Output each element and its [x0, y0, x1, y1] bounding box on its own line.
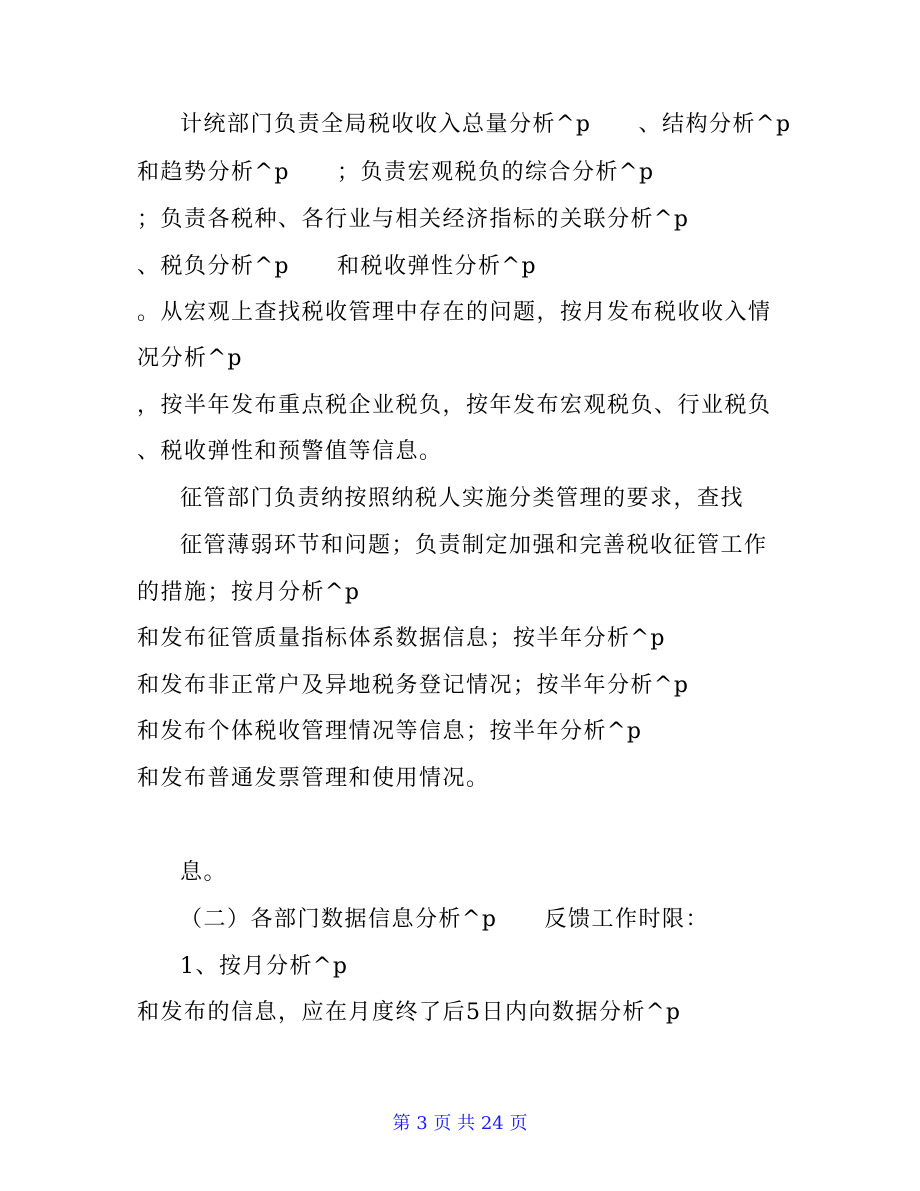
text-line: 和发布征管质量指标体系数据信息；按半年分析^p [137, 626, 667, 651]
text-line: 1、按月分析^p [180, 954, 349, 979]
text-line: 、税负分析^p 和税收弹性分析^p [137, 254, 538, 279]
text-line: 和发布个体税收管理情况等信息；按半年分析^p [137, 719, 643, 744]
text-line: ，按半年发布重点税企业税负，按年发布宏观税负、行业税负 [137, 393, 772, 418]
text-line: 计统部门负责全局税收收入总量分析^p 、结构分析^p [180, 112, 792, 137]
text-line: 和发布普通发票管理和使用情况。 [137, 766, 490, 791]
text-line: 。从宏观上查找税收管理中存在的问题，按月发布税收收入情 [137, 300, 772, 325]
text-line: 、税收弹性和预警值等信息。 [137, 439, 443, 464]
text-line: 的措施；按月分析^p [137, 580, 361, 605]
text-line: 征管部门负责纳按照纳税人实施分类管理的要求，查找 [180, 486, 745, 511]
text-line: 息。 [180, 860, 228, 885]
text-line: 和发布的信息，应在月度终了后5日内向数据分析^p [137, 1000, 682, 1025]
text-line: 征管薄弱环节和问题；负责制定加强和完善税收征管工作 [180, 533, 768, 558]
text-line: （二）各部门数据信息分析^p 反馈工作时限： [180, 907, 710, 932]
text-line: 况分析^p [137, 346, 244, 371]
text-line: ；负责各税种、各行业与相关经济指标的关联分析^p [137, 207, 690, 232]
page-footer: 第 3 页 共 24 页 [392, 1113, 528, 1134]
text-line: 和趋势分析^p ；负责宏观税负的综合分析^p [137, 160, 655, 185]
text-line: 和发布非正常户及异地税务登记情况；按半年分析^p [137, 673, 690, 698]
